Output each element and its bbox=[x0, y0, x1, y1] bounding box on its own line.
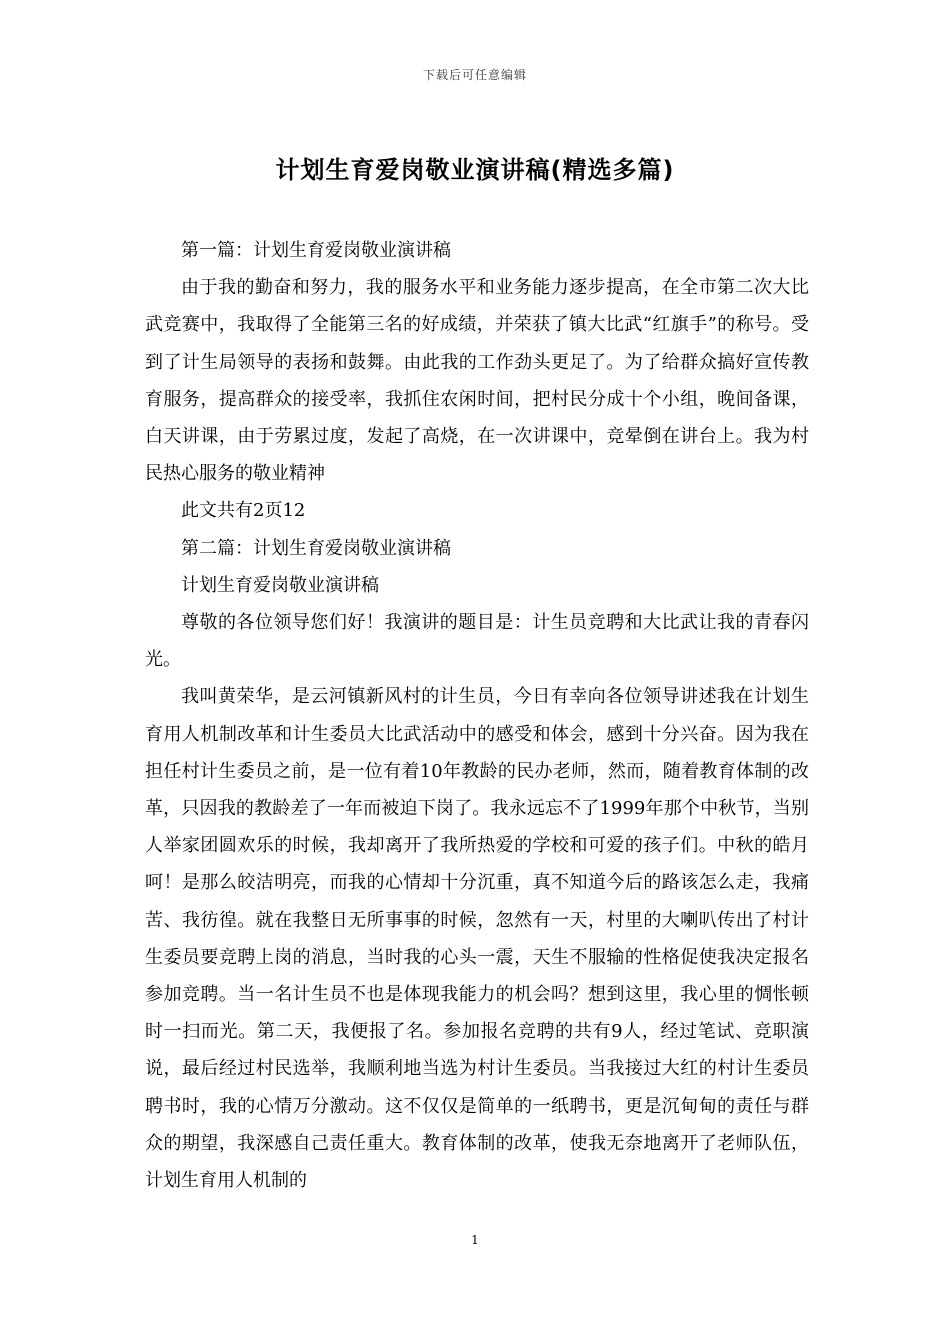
document-body bbox=[145, 232, 809, 1199]
paragraph: 我叫黄荣华，是云河镇新风村的计生员，今日有幸向各位领导讲述我在计划生育用人机制改革和计生委员大比武活动中的感受和体会，感到十分兴奋。因为我在担任村计生委员之前，是一位有着10年教龄的民办老师，然而，随着教育体制的改革，只因我的教龄差了一年而被迫下岗了。我永远忘不了1999年那个中秋节，当别人举家团圆欢乐的时候，我却离开了我所热爱的学校和可爱的孩子们。中秋的皓月呵！是那么皎洁明亮，而我的心情却十分沉重，真不知道今后的路该怎么走，我痛苦、我彷徨。就在我整日无所事事的时候，忽然有一天，村里的大喇叭传出了村计生委员要竞聘上岗的消息，当时我的心头一震，天生不服输的性格促使我决定报名参加竞聘。当一名计生员不也是体现我能力的机会吗？想到这里，我心里的惆怅顿时一扫而光。第二天，我便报了名。参加报名竞聘的共有9人，经过笔试、竞职演说，最后经过村民选举，我顺利地当选为村计生委员。当我接过大红的村计生委员聘书时，我的心情万分激动。这不仅仅是简单的一纸聘书，更是沉甸甸的责任与群众的期望，我深感自己责任重大。教育体制的改革，使我无奈地离开了老师队伍，计划生育用人机制的 bbox=[145, 686, 809, 1192]
paragraph: 由于我的勤奋和努力，我的服务水平和业务能力逐步提高，在全市第二次大比武竞赛中，我取得了全能第三名的好成绩，并荣获了镇大比武“红旗手”的称号。受到了计生局领导的表扬和鼓舞。由此我的工作劲头更足了。为了给群众搞好宣传教育服务，提高群众的接受率，我抓住农闲时间，把村民分成十个小组，晚间备课，白天讲课，由于劳累过度，发起了高烧，在一次讲课中，竞晕倒在讲台上。我为村民热心服务的敬业精神 bbox=[145, 277, 809, 485]
paragraph-section-heading-1: 第一篇：计划生育爱岗敬业演讲稿 bbox=[181, 240, 451, 261]
paragraph-speech-title: 计划生育爱岗敬业演讲稿 bbox=[181, 574, 379, 596]
page-number: 1 bbox=[471, 1233, 479, 1247]
header-note: 下载后可任意编辑 bbox=[422, 68, 527, 82]
paragraph: 尊敬的各位领导您们好！我演讲的题目是：计生员竞聘和大比武让我的青春闪光。 bbox=[145, 612, 809, 671]
paragraph-page-count: 此文共有2页12 bbox=[181, 500, 306, 522]
document-title: 计划生育爱岗敬业演讲稿(精选多篇) bbox=[275, 156, 675, 184]
paragraph-section-heading-2: 第二篇：计划生育爱岗敬业演讲稿 bbox=[181, 537, 451, 559]
